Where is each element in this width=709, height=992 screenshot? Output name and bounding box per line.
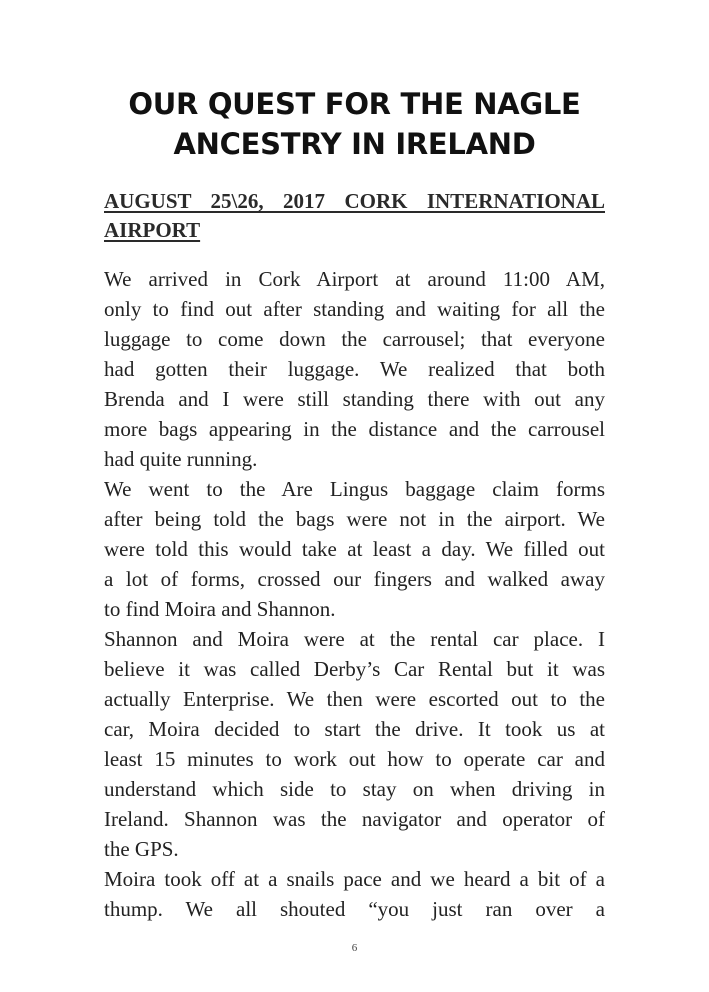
text-line: We went to the Are Lingus baggage claim forms xyxy=(104,477,605,501)
document-title xyxy=(60,84,649,164)
title-line: ANCESTRY IN IRELAND xyxy=(173,127,536,161)
text-line: a lot of forms, crossed our fingers and walked away xyxy=(104,567,605,591)
text-line: believe it was called Derby’s Car Rental but it was xyxy=(104,657,605,681)
paragraph xyxy=(104,864,605,924)
text-line: more bags appearing in the distance and the carrousel xyxy=(104,417,605,441)
text-line: Ireland. Shannon was the navigator and operator of xyxy=(104,807,605,831)
text-line: had gotten their luggage. We realized that both xyxy=(104,357,605,381)
text-line: only to find out after standing and waiting for all the xyxy=(104,297,605,321)
text-line: the GPS. xyxy=(104,837,179,861)
paragraph xyxy=(104,624,605,864)
text-line: We arrived in Cork Airport at around 11:00 AM, xyxy=(104,267,605,291)
page-number: 6 xyxy=(351,942,358,954)
title-line: OUR QUEST FOR THE NAGLE xyxy=(128,87,581,121)
text-line: least 15 minutes to work out how to operate car and xyxy=(104,747,605,771)
heading-line: AUGUST 25\26, 2017 CORK INTERNATIONAL xyxy=(104,189,605,213)
text-line: actually Enterprise. We then were escorted out to the xyxy=(104,687,605,711)
body-text xyxy=(104,264,605,924)
text-line: understand which side to stay on when driving in xyxy=(104,777,605,801)
text-line: thump. We all shouted “you just ran over a xyxy=(104,897,605,921)
text-line: Shannon and Moira were at the rental car place. I xyxy=(104,627,605,651)
paragraph xyxy=(104,474,605,624)
text-line: were told this would take at least a day. We filled out xyxy=(104,537,605,561)
text-line: to find Moira and Shannon. xyxy=(104,597,336,621)
paragraph xyxy=(104,264,605,474)
text-line: Moira took off at a snails pace and we heard a bit of a xyxy=(104,867,605,891)
text-line: had quite running. xyxy=(104,447,258,471)
text-line: after being told the bags were not in the airport. We xyxy=(104,507,605,531)
heading-line: AIRPORT xyxy=(104,218,201,242)
section-heading xyxy=(104,187,605,245)
text-line: Brenda and I were still standing there with out any xyxy=(104,387,605,411)
text-line: luggage to come down the carrousel; that everyone xyxy=(104,327,605,351)
text-line: car, Moira decided to start the drive. It took us at xyxy=(104,717,605,741)
